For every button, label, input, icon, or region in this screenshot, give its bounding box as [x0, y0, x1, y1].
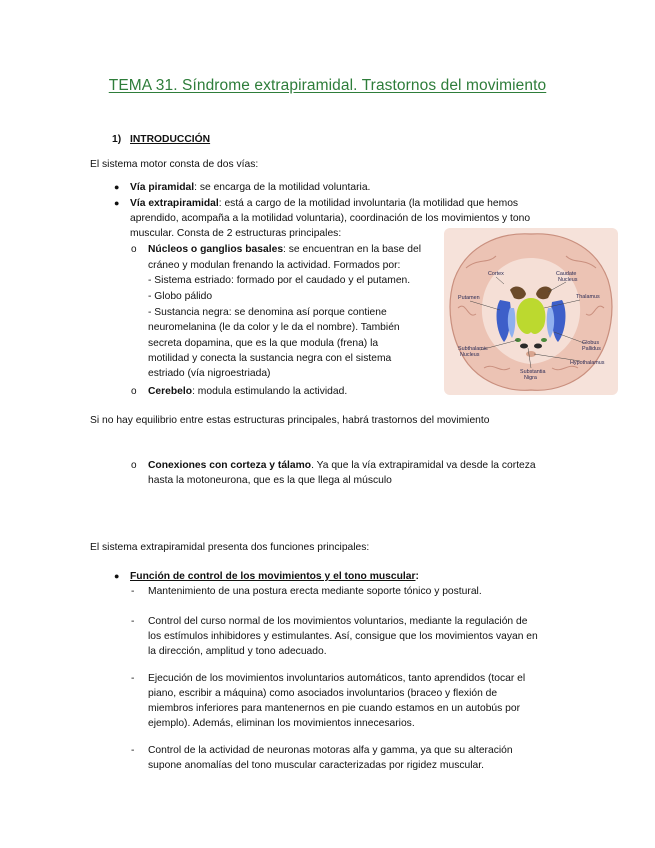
nucleos-line: - Sustancia negra: se denomina así porque contiene [148, 307, 387, 318]
via-extrapiramidal-line: muscular. Consta de 2 estructuras principales: [130, 228, 342, 239]
via-piramidal-item [130, 180, 370, 195]
bullet-icon: ● [114, 182, 120, 192]
label-caudate-nucleus: Nucleus [558, 277, 578, 283]
label-subthalamic: Subthalamic [458, 346, 488, 352]
funcion-item-line: supone anomalías del tono muscular caracterizadas por rigidez muscular. [148, 760, 484, 771]
section-number: 1) [112, 134, 122, 145]
nucleos-line: motilidad y conecta la sustancia negra con el sistema [148, 353, 392, 364]
funcion-control-heading: Función de control de los movimientos y el tono muscular: [130, 571, 419, 582]
basal-ganglia-figure [444, 228, 618, 395]
nucleos-line: estriado (vía nigroestriada) [148, 368, 271, 379]
label-caudate: Caudate [556, 271, 577, 277]
nucleos-line: - Sistema estriado: formado por el caudado y el putamen. [148, 275, 411, 286]
via-piramidal-term: Vía piramidal [130, 182, 195, 193]
bullet-icon: ● [114, 198, 120, 208]
circle-bullet-icon: o [131, 244, 137, 255]
conexiones-line: Conexiones con corteza y tálamo. Ya que la vía extrapiramidal va desde la corteza [148, 460, 536, 471]
dash-bullet: - [131, 616, 135, 627]
nucleos-line: secreta dopamina, que es la que modula (frena) la [148, 338, 379, 349]
cerebelo-term: Cerebelo [148, 386, 193, 397]
dash-bullet: - [131, 745, 135, 756]
funcion-item-line: piano, escribir a máquina) como asociados involuntarios (braceo y flexión de [148, 688, 498, 699]
label-cortex: Cortex [488, 271, 504, 277]
dash-bullet: - [131, 586, 135, 597]
funcion-item-line: miembros inferiores para mantenernos en pie cuando estamos en un autobús por [148, 703, 521, 714]
section-heading: INTRODUCCIÓN [130, 134, 211, 145]
label-nigra: Nigra [524, 375, 537, 381]
circle-bullet-icon: o [131, 460, 137, 471]
via-extrapiramidal-line: Vía extrapiramidal: está a cargo de la motilidad involuntaria (la motilidad que hemos [130, 198, 519, 209]
label-pallidus: Pallidus [582, 346, 601, 352]
brain-diagram [444, 228, 618, 395]
conexiones-line: hasta la motoneurona, que es la que llega al músculo [148, 475, 392, 486]
label-subthalamic-nucleus: Nucleus [460, 352, 480, 358]
funcion-item-line: ejemplo). Además, eliminan los movimientos innecesarios. [148, 718, 415, 729]
funcion-item-line: los estímulos inhibidores y estimulantes. Así, consigue que los movimientos vayan en [148, 631, 538, 642]
label-putamen: Putamen [458, 295, 480, 301]
conexiones-term: Conexiones con corteza y tálamo [148, 460, 312, 471]
page-title: TEMA 31. Síndrome extrapiramidal. Trastornos del movimiento [108, 77, 547, 94]
thalamus-shape [517, 298, 546, 334]
funcion-item-line: Control de la actividad de neuronas motoras alfa y gamma, ya que su alteración [148, 745, 513, 756]
nucleos-term: Núcleos o ganglios basales [148, 244, 284, 255]
nucleos-line: cráneo y modulan frenando la actividad. Formados por: [148, 260, 401, 271]
label-globus: Globus [582, 340, 600, 346]
circle-bullet-icon: o [131, 386, 137, 397]
via-piramidal-text: : se encarga de la motilidad voluntaria. [194, 182, 371, 193]
label-thalamus: Thalamus [576, 294, 600, 300]
label-substantia: Substantia [520, 369, 546, 375]
funcion-item-line: Mantenimiento de una postura erecta mediante soporte tónico y postural. [148, 586, 482, 597]
funcion-item-line: la dirección, amplitud y tono adecuado. [148, 646, 327, 657]
via-extrapiramidal-term: Vía extrapiramidal [130, 198, 219, 209]
nucleos-line: Núcleos o ganglios basales: se encuentran en la base del [148, 244, 422, 255]
nucleos-line: neuromelanina (le da color y le da el nombre). También [148, 322, 400, 333]
funcion-item-line: Ejecución de los movimientos involuntarios automáticos, tanto aprendidos (tocar el [148, 673, 526, 684]
cerebelo-text: : modula estimulando la actividad. [192, 386, 348, 397]
dash-bullet: - [131, 673, 135, 684]
cerebelo-item [148, 384, 347, 399]
nucleos-line: - Globo pálido [148, 291, 213, 302]
funcion-item-line: Control del curso normal de los movimientos voluntarios, mediante la regulación de [148, 616, 528, 627]
bullet-icon: ● [114, 571, 120, 581]
via-extrapiramidal-line: aprendido, acompaña a la motilidad voluntaria), coordinación de los movimientos y tono [130, 213, 531, 224]
intro-text: El sistema motor consta de dos vías: [90, 159, 259, 170]
funciones-intro: El sistema extrapiramidal presenta dos funciones principales: [90, 542, 370, 553]
label-hypothalamus: Hypothalamus [570, 360, 605, 366]
equilibrio-text: Si no hay equilibrio entre estas estructuras principales, habrá trastornos del movimiento [90, 415, 490, 426]
